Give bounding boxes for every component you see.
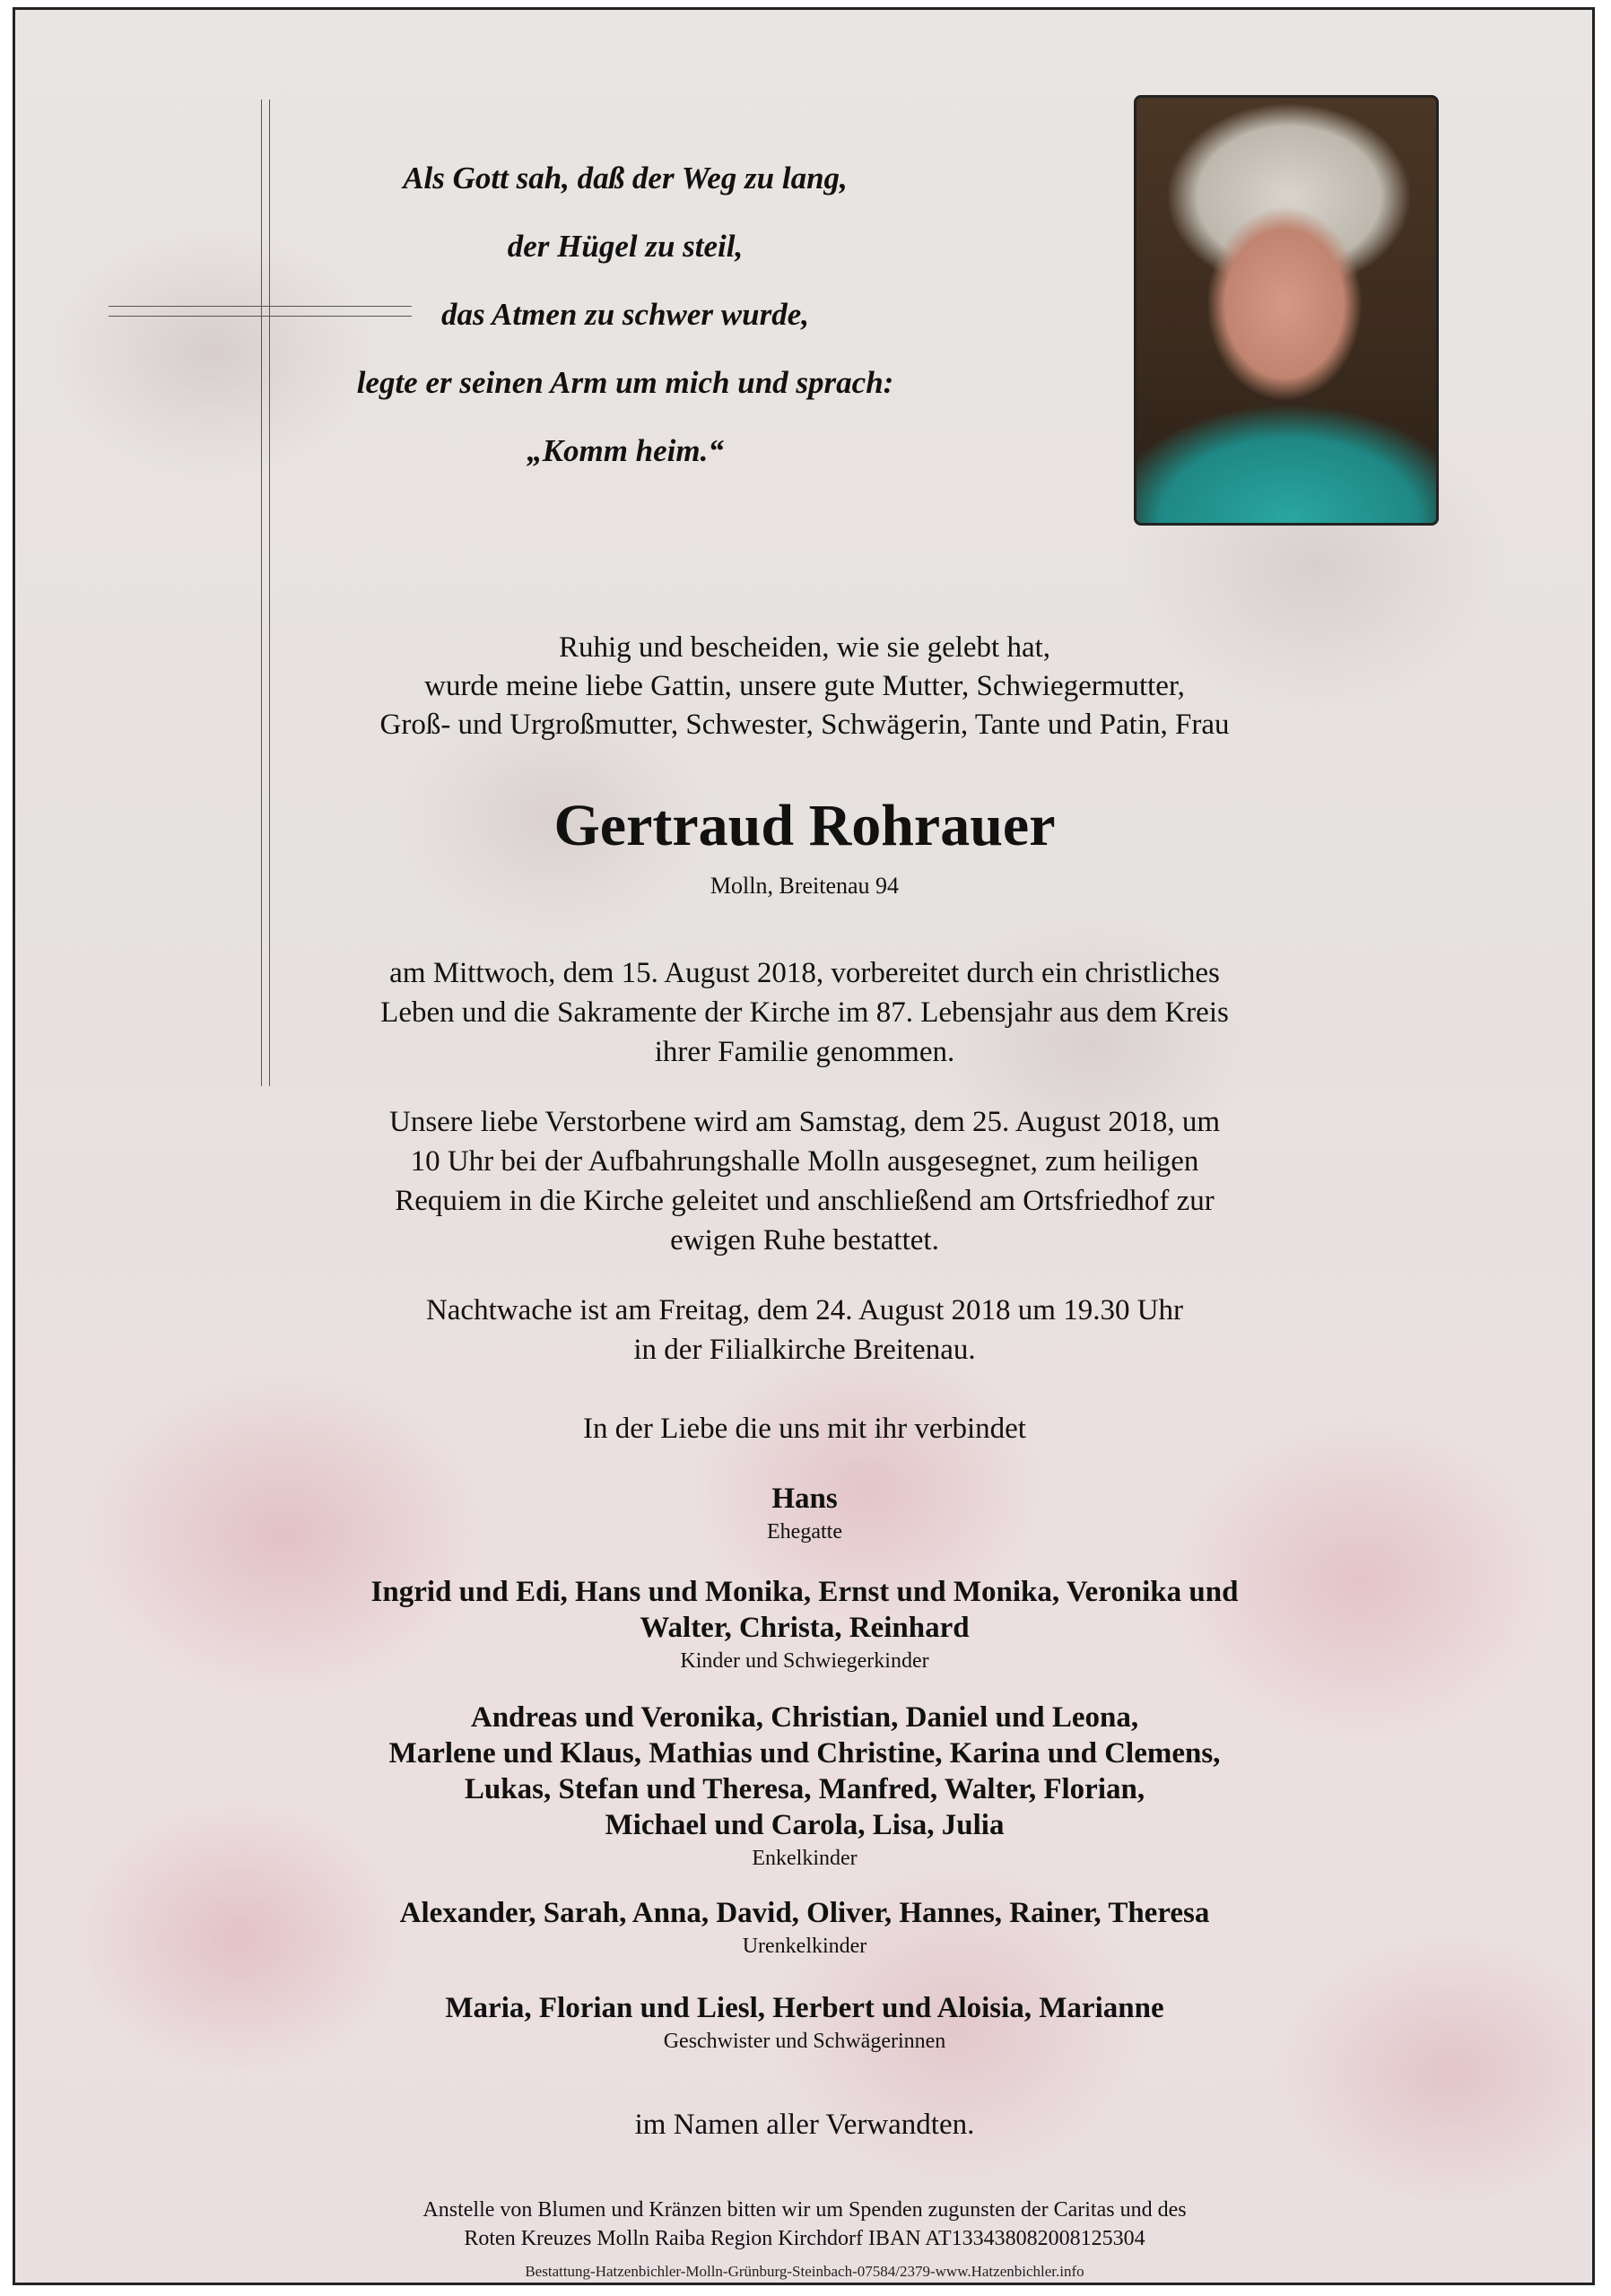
mourner-group [356,1700,1253,1874]
text-line: Unsere liebe Verstorbene wird am Samstag, dem 25. August 2018, um [389,1106,1220,1138]
poem-line: Als Gott sah, daß der Weg zu lang, [403,161,848,196]
donation-note [356,2196,1253,2253]
text-line: am Mittwoch, dem 15. August 2018, vorbereitet durch ein christliches [389,957,1220,989]
mourner-relation: Urenkelkinder [742,1935,867,1958]
love-line: In der Liebe die uns mit ihr verbindet [583,1413,1026,1445]
mourner-names: Hans [771,1483,838,1515]
mourner-group [356,1481,1253,1547]
intro-line: Groß- und Urgroßmutter, Schwester, Schwägerin, Tante und Patin, Frau [379,709,1230,741]
poem-line: legte er seinen Arm um mich und sprach: [356,365,894,400]
intro-line: Ruhig und bescheiden, wie sie gelebt hat, [558,631,1051,664]
poem-line: das Atmen zu schwer wurde, [440,297,810,332]
poem-line: „Komm heim.“ [527,433,724,468]
mourner-relation: Ehegatte [767,1520,842,1544]
text-line: Requiem in die Kirche geleitet und anschließend am Ortsfriedhof zur [395,1185,1215,1217]
intro-text [356,629,1253,744]
text-line: Leben und die Sakramente der Kirche im 87. Lebensjahr aus dem Kreis [380,996,1229,1029]
mourner-names: Ingrid und Edi, Hans und Monika, Ernst und Monika, Veronika und [370,1576,1239,1608]
closing-line: im Namen aller Verwandten. [634,2109,975,2141]
mourner-relation: Geschwister und Schwägerinnen [663,2030,946,2053]
text-line: 10 Uhr bei der Aufbahrungshalle Molln ausgesegnet, zum heiligen [410,1145,1199,1178]
mourner-names: Marlene und Klaus, Mathias und Christine, Karina und Clemens, [388,1737,1221,1770]
text-line: Roten Kreuzes Molln Raiba Region Kirchdorf IBAN AT133438082008125304 [464,2227,1145,2250]
poem-line: der Hügel zu steil, [507,229,744,264]
intro-line: wurde meine liebe Gattin, unsere gute Mutter, Schwiegermutter, [424,670,1185,702]
mourner-names: Michael und Carola, Lisa, Julia [605,1809,1005,1841]
mourner-names: Alexander, Sarah, Anna, David, Oliver, Hannes, Rainer, Theresa [399,1897,1210,1929]
funeral-details [356,1102,1253,1260]
mourner-group [356,1990,1253,2057]
death-announcement [356,953,1253,1072]
mourner-names: Andreas und Veronika, Christian, Daniel und Leona, [470,1701,1139,1734]
text-line: Nachtwache ist am Freitag, dem 24. August 2018 um 19.30 Uhr [425,1294,1184,1326]
mourner-names: Lukas, Stefan und Theresa, Manfred, Walter, Florian, [464,1773,1145,1805]
mourner-names: Walter, Christa, Reinhard [640,1612,970,1644]
deceased-address: Molln, Breitenau 94 [710,873,900,899]
poem [311,144,939,485]
text-line: in der Filialkirche Breitenau. [633,1334,976,1366]
funeral-home-footer: Bestattung-Hatzenbichler-Molln-Grünburg-Steinbach-07584/2379-www.Hatzenbichler.info [525,2263,1084,2280]
mourner-group [356,1574,1253,1676]
portrait-photo [1134,95,1439,526]
mourner-names: Maria, Florian und Liesl, Herbert und Aloisia, Marianne [445,1992,1164,2024]
deceased-name: Gertraud Rohrauer [553,793,1056,858]
obituary-page [13,7,1595,2285]
text-line: Anstelle von Blumen und Kränzen bitten wir um Spenden zugunsten der Caritas und des [422,2198,1187,2222]
text-line: ewigen Ruhe bestattet. [670,1224,939,1257]
text-line: ihrer Familie genommen. [654,1036,955,1068]
mourner-relation: Enkelkinder [752,1847,858,1870]
mourner-relation: Kinder und Schwiegerkinder [680,1649,929,1673]
vigil-details [356,1291,1253,1370]
mourner-group [356,1895,1253,1961]
